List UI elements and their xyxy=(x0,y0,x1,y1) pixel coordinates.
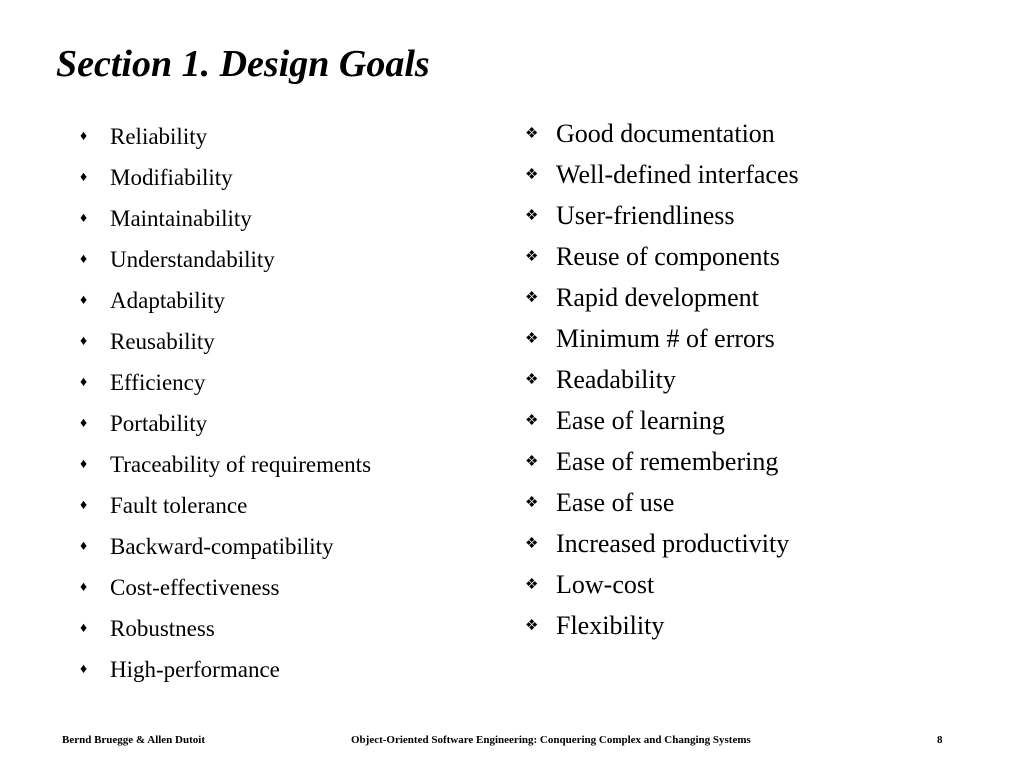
list-item xyxy=(80,280,371,321)
list-item-label: Efficiency xyxy=(110,369,206,395)
diamond-bullet-icon: ♦ xyxy=(80,374,88,390)
list-item-label: Increased productivity xyxy=(556,528,790,558)
fleuron-bullet-icon: ❖ xyxy=(525,577,539,593)
footer-authors: Bernd Bruegge & Allen Dutoit xyxy=(62,734,205,746)
list-item xyxy=(525,195,799,236)
fleuron-bullet-icon: ❖ xyxy=(525,495,539,511)
list-item xyxy=(80,485,371,526)
list-item-label: Low-cost xyxy=(556,569,655,599)
list-item-label: Good documentation xyxy=(556,118,775,148)
list-item-label: Readability xyxy=(556,364,676,394)
fleuron-bullet-icon: ❖ xyxy=(525,454,539,470)
list-item xyxy=(80,608,371,649)
list-item-label: Minimum # of errors xyxy=(556,323,775,353)
right-bullet-list xyxy=(525,113,799,646)
list-item-label: Fault tolerance xyxy=(110,492,248,518)
diamond-bullet-icon: ♦ xyxy=(80,661,88,677)
list-item-label: Reuse of components xyxy=(556,241,780,271)
page-number: 8 xyxy=(937,734,943,746)
diamond-bullet-icon: ♦ xyxy=(80,456,88,472)
list-item xyxy=(525,277,799,318)
list-item-label: Rapid development xyxy=(556,282,759,312)
list-item xyxy=(525,236,799,277)
list-item xyxy=(525,441,799,482)
diamond-bullet-icon: ♦ xyxy=(80,169,88,185)
list-item-label: Understandability xyxy=(110,246,275,272)
list-item xyxy=(80,403,371,444)
diamond-bullet-icon: ♦ xyxy=(80,210,88,226)
list-item-label: Robustness xyxy=(110,615,215,641)
list-item xyxy=(525,482,799,523)
list-item-label: Well-defined interfaces xyxy=(556,159,799,189)
diamond-bullet-icon: ♦ xyxy=(80,620,88,636)
fleuron-bullet-icon: ❖ xyxy=(525,331,539,347)
fleuron-bullet-icon: ❖ xyxy=(525,208,539,224)
list-item xyxy=(80,526,371,567)
list-item-label: Cost-effectiveness xyxy=(110,574,280,600)
fleuron-bullet-icon: ❖ xyxy=(525,249,539,265)
diamond-bullet-icon: ♦ xyxy=(80,128,88,144)
list-item xyxy=(525,605,799,646)
list-item-label: Reusability xyxy=(110,328,215,354)
list-item-label: Ease of remembering xyxy=(556,446,779,476)
footer-book-title: Object-Oriented Software Engineering: Conquering Complex and Changing Systems xyxy=(351,734,751,746)
diamond-bullet-icon: ♦ xyxy=(80,579,88,595)
list-item xyxy=(525,318,799,359)
list-item xyxy=(525,400,799,441)
list-item-label: Adaptability xyxy=(110,287,225,313)
diamond-bullet-icon: ♦ xyxy=(80,333,88,349)
list-item xyxy=(80,198,371,239)
fleuron-bullet-icon: ❖ xyxy=(525,413,539,429)
list-item-label: Ease of use xyxy=(556,487,675,517)
list-item xyxy=(525,154,799,195)
slide-title: Section 1. Design Goals xyxy=(56,43,430,85)
list-item-label: Flexibility xyxy=(556,610,665,640)
list-item-label: Reliability xyxy=(110,123,208,149)
list-item-label: Modifiability xyxy=(110,164,233,190)
fleuron-bullet-icon: ❖ xyxy=(525,536,539,552)
list-item-label: Portability xyxy=(110,410,208,436)
list-item-label: Ease of learning xyxy=(556,405,725,435)
list-item-label: High-performance xyxy=(110,656,280,682)
list-item xyxy=(80,567,371,608)
fleuron-bullet-icon: ❖ xyxy=(525,126,539,142)
list-item xyxy=(80,157,371,198)
list-item xyxy=(80,362,371,403)
list-item-label: Backward-compatibility xyxy=(110,533,334,559)
list-item xyxy=(80,649,371,690)
left-bullet-list xyxy=(80,116,371,690)
list-item-label: Maintainability xyxy=(110,205,252,231)
list-item xyxy=(80,116,371,157)
list-item xyxy=(525,564,799,605)
diamond-bullet-icon: ♦ xyxy=(80,251,88,267)
diamond-bullet-icon: ♦ xyxy=(80,415,88,431)
fleuron-bullet-icon: ❖ xyxy=(525,372,539,388)
list-item xyxy=(80,321,371,362)
list-item xyxy=(525,113,799,154)
list-item-label: User-friendliness xyxy=(556,200,735,230)
list-item xyxy=(525,523,799,564)
fleuron-bullet-icon: ❖ xyxy=(525,618,539,634)
list-item-label: Traceability of requirements xyxy=(110,451,372,477)
fleuron-bullet-icon: ❖ xyxy=(525,290,539,306)
list-item xyxy=(80,239,371,280)
diamond-bullet-icon: ♦ xyxy=(80,292,88,308)
fleuron-bullet-icon: ❖ xyxy=(525,167,539,183)
diamond-bullet-icon: ♦ xyxy=(80,538,88,554)
diamond-bullet-icon: ♦ xyxy=(80,497,88,513)
list-item xyxy=(80,444,371,485)
list-item xyxy=(525,359,799,400)
